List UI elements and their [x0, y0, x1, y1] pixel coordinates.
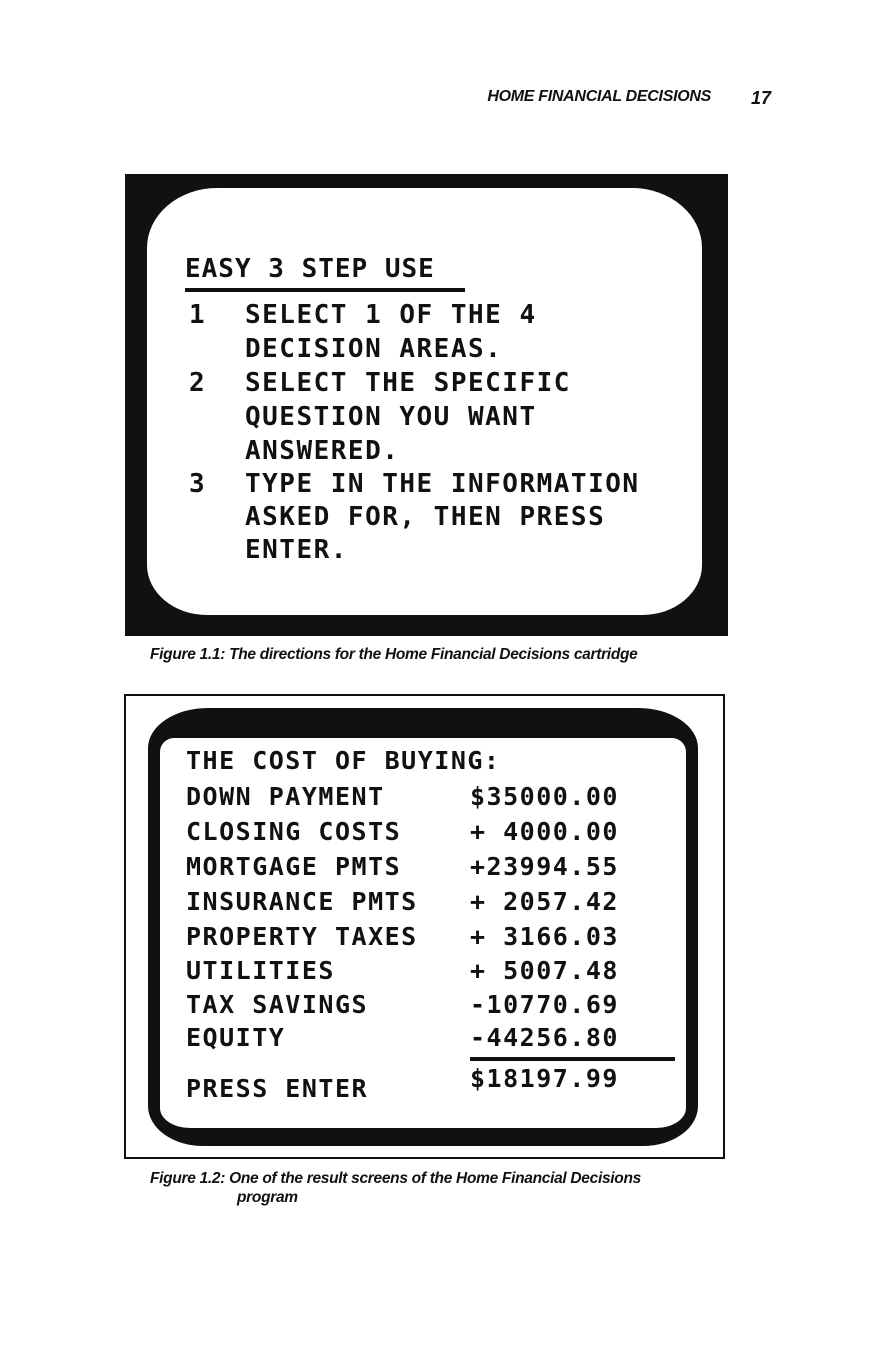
step-3-line-1: TYPE IN THE INFORMATION: [245, 469, 640, 499]
step-number-2: 2: [189, 368, 205, 398]
screen-title: EASY 3 STEP USE: [185, 254, 435, 284]
row-label-utilities: UTILITIES: [186, 956, 335, 985]
row-label-insurance-pmts: INSURANCE PMTS: [186, 887, 418, 916]
row-value-property-taxes: + 3166.03: [470, 922, 619, 951]
row-label-equity: EQUITY: [186, 1023, 286, 1052]
running-head-title: HOME FINANCIAL DECISIONS: [487, 88, 711, 105]
figure-1-2-frame: [124, 694, 725, 1159]
crt-bezel: [148, 708, 698, 1146]
row-value-closing-costs: + 4000.00: [470, 817, 619, 846]
total-value: $18197.99: [470, 1064, 619, 1093]
row-label-closing-costs: CLOSING COSTS: [186, 817, 402, 846]
row-value-insurance-pmts: + 2057.42: [470, 887, 619, 916]
step-3-line-2: ASKED FOR, THEN PRESS: [245, 502, 606, 532]
row-value-utilities: + 5007.48: [470, 956, 619, 985]
result-title: THE COST OF BUYING:: [186, 746, 501, 775]
total-rule: [470, 1057, 675, 1061]
step-1-line-2: DECISION AREAS.: [245, 334, 503, 364]
row-value-equity: -44256.80: [470, 1023, 619, 1052]
crt-display: [160, 738, 686, 1128]
crt-display: [147, 188, 702, 615]
row-label-property-taxes: PROPERTY TAXES: [186, 922, 418, 951]
page-number: 17: [750, 88, 771, 108]
row-value-tax-savings: -10770.69: [470, 990, 619, 1019]
running-head: [0, 88, 877, 112]
step-number-3: 3: [189, 469, 205, 499]
press-enter-prompt: PRESS ENTER: [186, 1074, 369, 1103]
row-value-down-payment: $35000.00: [470, 782, 619, 811]
row-label-mortgage-pmts: MORTGAGE PMTS: [186, 852, 402, 881]
step-3-line-3: ENTER.: [245, 535, 348, 565]
figure-1-2-caption-line-2: program: [237, 1189, 298, 1206]
step-2-line-2: QUESTION YOU WANT: [245, 402, 537, 432]
step-2-line-1: SELECT THE SPECIFIC: [245, 368, 571, 398]
row-label-down-payment: DOWN PAYMENT: [186, 782, 385, 811]
figure-1-1-screen: [125, 174, 728, 636]
title-underline: [185, 288, 465, 292]
step-1-line-1: SELECT 1 OF THE 4: [245, 300, 537, 330]
step-number-1: 1: [189, 300, 205, 330]
row-label-tax-savings: TAX SAVINGS: [186, 990, 369, 1019]
figure-1-2-caption-line-1: Figure 1.2: One of the result screens of the Home Financial Decisions: [150, 1170, 641, 1187]
figure-1-1-caption: Figure 1.1: The directions for the Home Financial Decisions cartridge: [150, 646, 638, 663]
step-2-line-3: ANSWERED.: [245, 436, 400, 466]
row-value-mortgage-pmts: +23994.55: [470, 852, 619, 881]
